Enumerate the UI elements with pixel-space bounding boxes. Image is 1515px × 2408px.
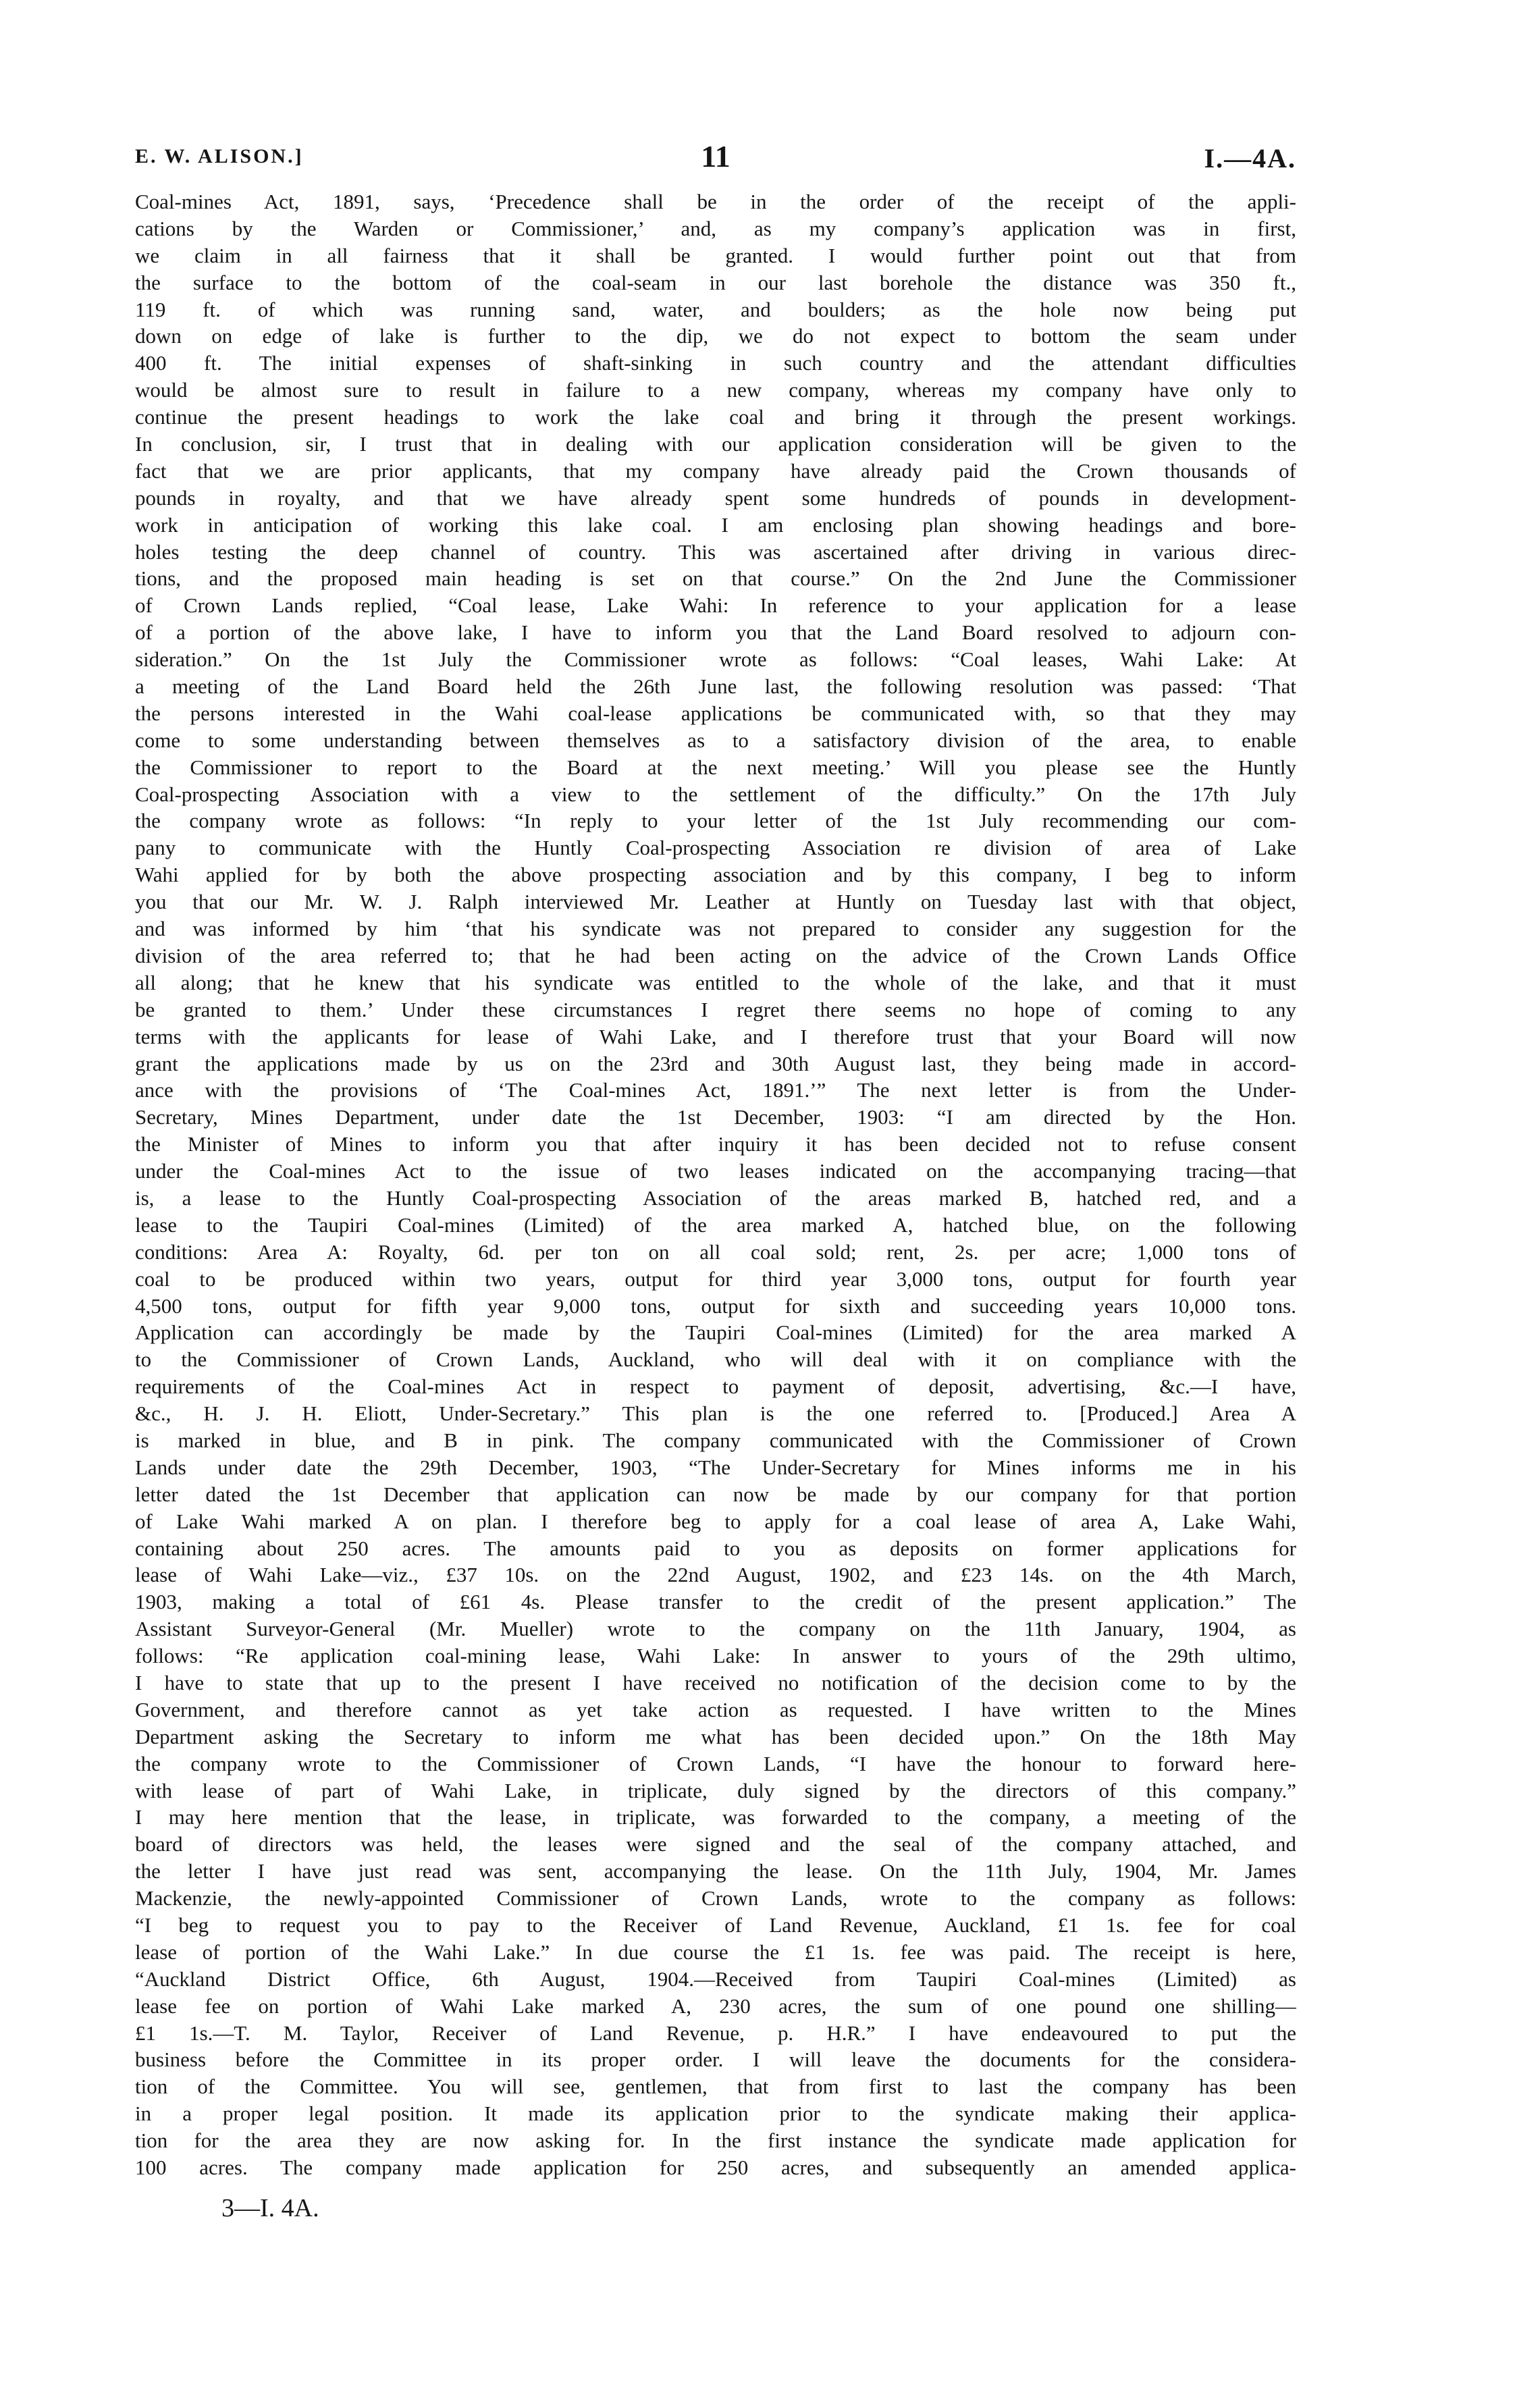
- text-line: of Crown Lands replied, “Coal lease, Lake Wahi: In reference to your application for a lease: [135, 593, 1296, 618]
- text-line: Government, and therefore cannot as yet take action as requested. I have written to the Mines: [135, 1697, 1296, 1721]
- running-head-left: E. W. ALISON.]: [135, 145, 304, 167]
- text-line: all along; that he knew that his syndicate was entitled to the whole of the lake, and that it must: [135, 970, 1296, 994]
- text-line: is, a lease to the Huntly Coal-prospecting Association of the areas marked B, hatched red, and a: [135, 1185, 1296, 1210]
- text-line: with lease of part of Wahi Lake, in triplicate, duly signed by the directors of this company.”: [135, 1778, 1296, 1802]
- text-line: coal to be produced within two years, output for third year 3,000 tons, output for fourth year: [135, 1266, 1296, 1291]
- text-line: lease fee on portion of Wahi Lake marked A, 230 acres, the sum of one pound one shilling—: [135, 1994, 1296, 2018]
- text-line: the company wrote to the Commissioner of Crown Lands, “I have the honour to forward here-: [135, 1751, 1296, 1775]
- text-line: &c., H. J. H. Eliott, Under-Secretary.” This plan is the one referred to. [Produced.] Area A: [135, 1401, 1296, 1426]
- text-line: the surface to the bottom of the coal-seam in our last borehole the distance was 350 ft.,: [135, 270, 1296, 294]
- text-line: 400 ft. The initial expenses of shaft-sinking in such country and the attendant difficulties: [135, 351, 1296, 375]
- text-line: Mackenzie, the newly-appointed Commissioner of Crown Lands, wrote to the company as follows:: [135, 1886, 1296, 1910]
- text-line: to the Commissioner of Crown Lands, Auckland, who will deal with it on compliance with the: [135, 1347, 1296, 1372]
- page-header: [135, 138, 1296, 179]
- text-line: Application can accordingly be made by the Taupiri Coal-mines (Limited) for the area marked A: [135, 1320, 1296, 1345]
- text-line: 100 acres. The company made application for 250 acres, and subsequently an amended applica-: [135, 2156, 1296, 2180]
- text-line: you that our Mr. W. J. Ralph interviewed Mr. Leather at Huntly on Tuesday last with that object,: [135, 890, 1296, 914]
- text-line: grant the applications made by us on the 23rd and 30th August last, they being made in accord-: [135, 1051, 1296, 1075]
- text-line: I may here mention that the lease, in triplicate, was forwarded to the company, a meeting of the: [135, 1805, 1296, 1829]
- text-line: the company wrote as follows: “In reply to your letter of the 1st July recommending our com-: [135, 809, 1296, 833]
- text-line: terms with the applicants for lease of Wahi Lake, and I therefore trust that your Board will now: [135, 1024, 1296, 1048]
- text-line: work in anticipation of working this lake coal. I am enclosing plan showing headings and bore-: [135, 512, 1296, 537]
- text-line: under the Coal-mines Act to the issue of two leases indicated on the accompanying tracing—that: [135, 1159, 1296, 1183]
- text-line: Coal-prospecting Association with a view to the settlement of the difficulty.” On the 17th July: [135, 782, 1296, 806]
- text-line: I have to state that up to the present I have received no notification of the decision come to by the: [135, 1670, 1296, 1694]
- text-line: of Lake Wahi marked A on plan. I therefore beg to apply for a coal lease of area A, Lake Wahi,: [135, 1509, 1296, 1533]
- text-line: lease of portion of the Wahi Lake.” In due course the £1 1s. fee was paid. The receipt is here,: [135, 1939, 1296, 1964]
- text-line: 4,500 tons, output for fifth year 9,000 tons, output for sixth and succeeding years 10,000 tons.: [135, 1293, 1296, 1318]
- text-line: Assistant Surveyor-General (Mr. Mueller) wrote to the company on the 11th January, 1904, as: [135, 1617, 1296, 1641]
- text-line: “I beg to request you to pay to the Receiver of Land Revenue, Auckland, £1 1s. fee for coal: [135, 1913, 1296, 1937]
- document-page: [135, 138, 1296, 2223]
- text-line: fact that we are prior applicants, that my company have already paid the Crown thousands of: [135, 458, 1296, 483]
- text-line: would be almost sure to result in failure to a new company, whereas my company have only to: [135, 378, 1296, 402]
- text-line: requirements of the Coal-mines Act in respect to payment of deposit, advertising, &c.—I have,: [135, 1374, 1296, 1399]
- text-line: division of the area referred to; that he had been acting on the advice of the Crown Lands Office: [135, 943, 1296, 967]
- text-line: a meeting of the Land Board held the 26th June last, the following resolution was passed: ‘That: [135, 674, 1296, 699]
- text-line: is marked in blue, and B in pink. The company communicated with the Commissioner of Crown: [135, 1428, 1296, 1452]
- text-line: holes testing the deep channel of country. This was ascertained after driving in various direc-: [135, 539, 1296, 564]
- text-line: in a proper legal position. It made its application prior to the syndicate making their applica-: [135, 2102, 1296, 2126]
- text-line: sideration.” On the 1st July the Commissioner wrote as follows: “Coal leases, Wahi Lake: At: [135, 647, 1296, 672]
- text-line: tion of the Committee. You will see, gentlemen, that from first to last the company has been: [135, 2075, 1296, 2099]
- text-line: £1 1s.—T. M. Taylor, Receiver of Land Revenue, p. H.R.” I have endeavoured to put the: [135, 2021, 1296, 2045]
- text-line: ance with the provisions of ‘The Coal-mines Act, 1891.’” The next letter is from the Under-: [135, 1078, 1296, 1102]
- text-line: the Minister of Mines to inform you that after inquiry it has been decided not to refuse consent: [135, 1132, 1296, 1156]
- text-line: and was informed by him ‘that his syndicate was not prepared to consider any suggestion for the: [135, 917, 1296, 941]
- text-line: tion for the area they are now asking for. In the first instance the syndicate made application for: [135, 2129, 1296, 2153]
- text-line: lease of Wahi Lake—viz., £37 10s. on the 22nd August, 1902, and £23 14s. on the 4th March,: [135, 1563, 1296, 1587]
- text-line: the persons interested in the Wahi coal-lease applications be communicated with, so that they may: [135, 701, 1296, 725]
- text-line: the letter I have just read was sent, accompanying the lease. On the 11th July, 1904, Mr. James: [135, 1859, 1296, 1883]
- text-line: board of directors was held, the leases were signed and the seal of the company attached, and: [135, 1832, 1296, 1856]
- text-line: Wahi applied for by both the above prospecting association and by this company, I beg to inform: [135, 863, 1296, 887]
- text-line: Coal-mines Act, 1891, says, ‘Precedence shall be in the order of the receipt of the appli-: [135, 190, 1296, 213]
- text-line: pany to communicate with the Huntly Coal-prospecting Association re division of area of Lake: [135, 836, 1296, 860]
- text-line: Department asking the Secretary to inform me what has been decided upon.” On the 18th May: [135, 1724, 1296, 1748]
- text-line: lease to the Taupiri Coal-mines (Limited) of the area marked A, hatched blue, on the following: [135, 1212, 1296, 1237]
- text-line: 1903, making a total of £61 4s. Please transfer to the credit of the present application.” The: [135, 1590, 1296, 1614]
- text-line: pounds in royalty, and that we have already spent some hundreds of pounds in development-: [135, 485, 1296, 510]
- text-line: “Auckland District Office, 6th August, 1904.—Received from Taupiri Coal-mines (Limited) as: [135, 1966, 1296, 1991]
- text-line: letter dated the 1st December that application can now be made by our company for that portion: [135, 1482, 1296, 1506]
- signature-mark: 3—I. 4A.: [221, 2193, 319, 2222]
- text-line: continue the present headings to work the lake coal and bring it through the present workings.: [135, 405, 1296, 429]
- text-line: be granted to them.’ Under these circumstances I regret there seems no hope of coming to any: [135, 997, 1296, 1021]
- text-line: the Commissioner to report to the Board at the next meeting.’ Will you please see the Huntly: [135, 755, 1296, 779]
- text-line: down on edge of lake is further to the dip, we do not expect to bottom the seam under: [135, 324, 1296, 348]
- text-line: business before the Committee in its proper order. I will leave the documents for the considera-: [135, 2048, 1296, 2072]
- text-line: In conclusion, sir, I trust that in dealing with our application consideration will be given to the: [135, 432, 1296, 456]
- text-line: come to some understanding between themselves as to a satisfactory division of the area, to enable: [135, 728, 1296, 752]
- page-number: 11: [701, 139, 730, 173]
- document-reference: I.—4A.: [1204, 143, 1296, 173]
- text-line: 119 ft. of which was running sand, water, and boulders; as the hole now being put: [135, 297, 1296, 321]
- text-line: follows: “Re application coal-mining lease, Wahi Lake: In answer to yours of the 29th ultimo,: [135, 1644, 1296, 1668]
- text-line: Secretary, Mines Department, under date the 1st December, 1903: “I am directed by the Hon.: [135, 1105, 1296, 1129]
- body-text: [135, 188, 1296, 2181]
- text-line: cations by the Warden or Commissioner,’ and, as my company’s application was in first,: [135, 216, 1296, 240]
- text-line: Lands under date the 29th December, 1903, “The Under-Secretary for Mines informs me in his: [135, 1455, 1296, 1479]
- text-line: containing about 250 acres. The amounts paid to you as deposits on former applications for: [135, 1536, 1296, 1560]
- text-line: conditions: Area A: Royalty, 6d. per ton on all coal sold; rent, 2s. per acre; 1,000 tons of: [135, 1239, 1296, 1264]
- text-line: of a portion of the above lake, I have to inform you that the Land Board resolved to adjourn con-: [135, 620, 1296, 645]
- text-line: we claim in all fairness that it shall be granted. I would further point out that from: [135, 243, 1296, 267]
- text-line: tions, and the proposed main heading is set on that course.” On the 2nd June the Commissioner: [135, 566, 1296, 591]
